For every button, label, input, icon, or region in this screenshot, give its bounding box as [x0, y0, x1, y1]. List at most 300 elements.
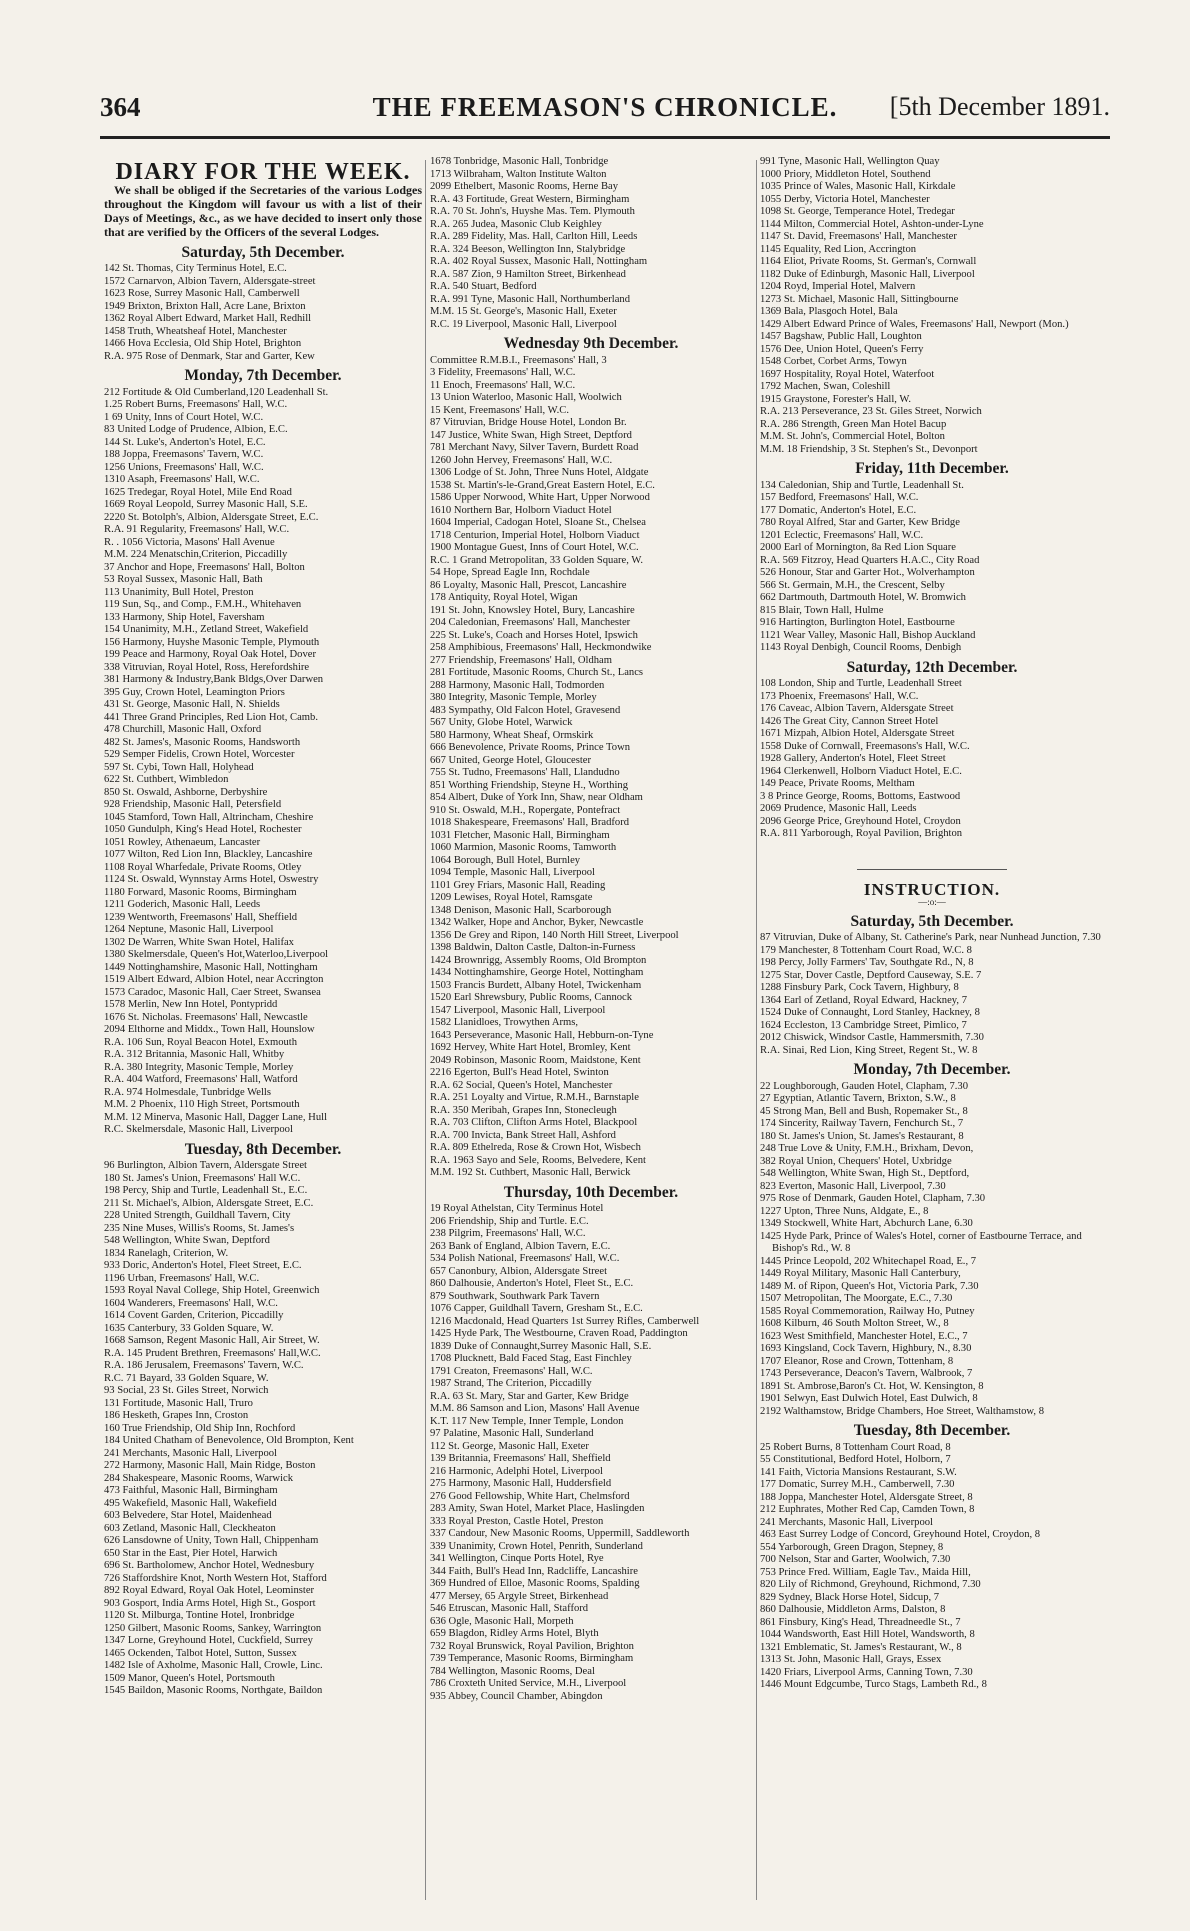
lodge-entry: 131 Fortitude, Masonic Hall, Truro [104, 1397, 253, 1409]
lodge-entry: 1792 Machen, Swan, Coleshill [760, 381, 891, 392]
lodge-entry: 108 London, Ship and Turtle, Leadenhall Street [760, 678, 962, 689]
lodge-entry: 1369 Bala, Plasgoch Hotel, Bala [760, 306, 898, 317]
lodge-entry: 1547 Liverpool, Masonic Hall, Liverpool [430, 1004, 606, 1016]
publication-title: THE FREEMASON'S CHRONICLE. [372, 92, 838, 122]
lodge-entry: K.T. 117 New Temple, Inner Temple, London [430, 1415, 624, 1427]
lodge-entry: 199 Peace and Harmony, Royal Oak Hotel, Dover [104, 649, 317, 660]
lodge-entry: 1256 Unions, Freemasons' Hall, W.C. [104, 461, 264, 473]
lodge-entry: 580 Harmony, Wheat Sheaf, Ormskirk [430, 729, 594, 741]
lodge-entry: 1098 St. George, Temperance Hotel, Tredegar [760, 206, 955, 217]
column-1-body [104, 243, 422, 1698]
lodge-entry: 198 Percy, Jolly Farmers' Tav, Southgate Rd., N, 8 [760, 957, 974, 968]
lodge-entry: 1572 Carnarvon, Albion Tavern, Aldersgate-street [104, 275, 316, 287]
lodge-entry: 1900 Montague Guest, Inns of Court Hotel, W.C. [430, 542, 639, 553]
lodge-entry: 823 Everton, Masonic Hall, Liverpool, 7.30 [760, 1180, 946, 1192]
lodge-entry: 526 Honour, Star and Garter Hot., Wolverhampton [760, 567, 975, 578]
lodge-entry: 1044 Wandsworth, East Hill Hotel, Wandsworth, 8 [760, 1629, 975, 1640]
lodge-entry: 495 Wakefield, Masonic Hall, Wakefield [104, 1497, 277, 1509]
lodge-entry: 1264 Neptune, Masonic Hall, Liverpool [104, 924, 274, 935]
lodge-entry: 176 Caveac, Albion Tavern, Aldersgate Street [760, 703, 954, 714]
lodge-entry: 133 Harmony, Ship Hotel, Faversham [104, 611, 265, 623]
lodge-entry: 216 Harmonic, Adelphi Hotel, Liverpool [430, 1465, 603, 1477]
lodge-entry: 1180 Forward, Masonic Rooms, Birmingham [104, 886, 297, 898]
lodge-entry: 119 Sun, Sq., and Comp., F.M.H., Whitehaven [104, 599, 302, 610]
lodge-entry: 238 Pilgrim, Freemasons' Hall, W.C. [430, 1228, 586, 1239]
lodge-entry: 1313 St. John, Masonic Hall, Grays, Essex [760, 1654, 942, 1665]
lodge-entry: 780 Royal Alfred, Star and Garter, Kew Bridge [760, 517, 960, 528]
lodge-entry: 1693 Kingsland, Cock Tavern, Highbury, N., 8.30 [760, 1343, 972, 1354]
lodge-entry: 1209 Lewises, Royal Hotel, Ramsgate [430, 892, 593, 903]
lodge-entry: 1458 Truth, Wheatsheaf Hotel, Manchester [104, 325, 287, 337]
lodge-entry: 1120 St. Milburga, Tontine Hotel, Ironbridge [104, 1610, 295, 1621]
lodge-entry: 395 Guy, Crown Hotel, Leamington Priors [104, 686, 285, 698]
lodge-entry: 860 Dalhousie, Anderton's Hotel, Fleet St., E.C. [430, 1278, 634, 1289]
lodge-entry: 1668 Samson, Regent Masonic Hall, Air Street, W. [104, 1335, 320, 1346]
lodge-entry: 1446 Mount Edgcumbe, Turco Stags, Lambeth Rd., 8 [760, 1679, 987, 1690]
lodge-entry: 1573 Caradoc, Masonic Hall, Caer Street, Swansea [104, 986, 321, 998]
page-number: 364 [100, 92, 141, 122]
lodge-entry: 144 St. Luke's, Anderton's Hotel, E.C. [104, 436, 266, 448]
lodge-entry: 1164 Eliot, Private Rooms, St. German's, Cornwall [760, 256, 977, 267]
lodge-entry: 54 Hope, Spread Eagle Inn, Rochdale [430, 567, 590, 578]
lodge-entry: 369 Hundred of Elloe, Masonic Rooms, Spalding [430, 1578, 640, 1589]
lodge-entry: 1076 Capper, Guildhall Tavern, Gresham St., E.C. [430, 1303, 643, 1314]
lodge-entry: R.C. Skelmersdale, Masonic Hall, Liverpool [104, 1124, 293, 1135]
lodge-entry: 1713 Wilbraham, Walton Institute Walton [430, 168, 607, 180]
lodge-entry: 1623 Rose, Surrey Masonic Hall, Camberwell [104, 288, 300, 299]
day-heading: Saturday, 12th December. [846, 658, 1018, 676]
lodge-entry: 1509 Manor, Queen's Hotel, Portsmouth [104, 1672, 275, 1684]
lodge-entry: 1915 Graystone, Forester's Hall, W. [760, 393, 912, 405]
lodge-entry: 829 Sydney, Black Horse Hotel, Sidcup, 7 [760, 1591, 940, 1603]
lodge-entry: R.A. 286 Strength, Green Man Hotel Bacup [760, 418, 947, 430]
lodge-entry: 83 United Lodge of Prudence, Albion, E.C. [104, 424, 288, 435]
lodge-entry: 696 St. Bartholomew, Anchor Hotel, Wednesbury [104, 1560, 315, 1571]
lodge-entry: 87 Vitruvian, Bridge House Hotel, London Br. [430, 417, 627, 428]
lodge-entry: 1420 Friars, Liverpool Arms, Canning Town, 7.30 [760, 1666, 973, 1678]
column-3-body [760, 156, 1104, 841]
lodge-entry: 567 Unity, Globe Hotel, Warwick [430, 717, 573, 728]
lodge-entry: 178 Antiquity, Royal Hotel, Wigan [430, 592, 578, 603]
lodge-entry: 1624 Eccleston, 13 Cambridge Street, Pimlico, 7 [760, 1019, 967, 1031]
lodge-entry: 235 Nine Muses, Willis's Rooms, St. James's [104, 1222, 295, 1234]
lodge-entry: 1045 Stamford, Town Hall, Altrincham, Cheshire [104, 811, 314, 823]
lodge-entry: 1635 Canterbury, 33 Golden Square, W. [104, 1322, 274, 1334]
day-heading: Saturday, 5th December. [850, 912, 1014, 930]
lodge-entry: 739 Temperance, Masonic Rooms, Birmingham [430, 1653, 634, 1664]
lodge-entry: 566 St. Germain, M.H., the Crescent, Selby [760, 579, 945, 591]
lodge-entry: 1582 Llanidloes, Trowythen Arms, [430, 1017, 579, 1028]
lodge-entry: 463 East Surrey Lodge of Concord, Greyhound Hotel, Croydon, 8 [760, 1529, 1041, 1540]
lodge-entry: R.A. 312 Britannia, Masonic Hall, Whitby [104, 1049, 285, 1060]
lodge-entry: 636 Ogle, Masonic Hall, Morpeth [430, 1615, 574, 1627]
lodge-entry: 478 Churchill, Masonic Hall, Oxford [104, 724, 262, 735]
lodge-entry: 1144 Milton, Commercial Hotel, Ashton-under-Lyne [760, 218, 984, 230]
lodge-entry: 667 United, George Hotel, Gloucester [430, 754, 592, 766]
lodge-entry: 1051 Rowley, Athenaeum, Lancaster [104, 836, 261, 848]
lodge-entry: 2049 Robinson, Masonic Room, Maidstone, Kent [430, 1054, 641, 1066]
lodge-entry: 1743 Perseverance, Deacon's Tavern, Walbrook, 7 [760, 1368, 973, 1379]
lodge-entry: 141 Faith, Victoria Mansions Restaurant, S.W. [760, 1466, 957, 1478]
lodge-entry: 1425 Hyde Park, Prince of Wales's Hotel, corner of Eastbourne Terrace, and Bishop's Rd., W. 8 [760, 1230, 1082, 1254]
lodge-entry: 1928 Gallery, Anderton's Hotel, Fleet Street [760, 753, 946, 764]
lodge-entry: R.A. Sinai, Red Lion, King Street, Regent St., W. 8 [760, 1044, 978, 1056]
lodge-entry: 177 Domatic, Surrey M.H., Camberwell, 7.30 [760, 1479, 955, 1490]
lodge-entry: Committee R.M.B.I., Freemasons' Hall, 3 [430, 354, 607, 366]
lodge-entry: 1949 Brixton, Brixton Hall, Acre Lane, Brixton [104, 300, 306, 312]
lodge-entry: 1145 Equality, Red Lion, Accrington [760, 243, 917, 255]
lodge-entry: 786 Croxteth United Service, M.H., Liverpool [430, 1678, 627, 1689]
lodge-entry: 380 Integrity, Masonic Temple, Morley [430, 692, 597, 703]
lodge-entry: 1380 Skelmersdale, Queen's Hot,Waterloo,Liverpool [104, 949, 329, 960]
lodge-entry: 534 Polish National, Freemasons' Hall, W.C. [430, 1253, 620, 1264]
lodge-entry: 1671 Mizpah, Albion Hotel, Aldersgate Street [760, 728, 955, 739]
lodge-entry: 113 Unanimity, Bull Hotel, Preston [104, 586, 254, 598]
lodge-entry: 1576 Dee, Union Hotel, Queen's Ferry [760, 343, 924, 355]
lodge-entry: R.A. 402 Royal Sussex, Masonic Hall, Nottingham [430, 256, 648, 267]
lodge-entry: 2094 Elthorne and Middx., Town Hall, Hounslow [104, 1024, 315, 1035]
lodge-entry: 27 Egyptian, Atlantic Tavern, Brixton, S.W., 8 [760, 1093, 956, 1104]
day-heading: Tuesday, 8th December. [184, 1140, 342, 1158]
lodge-entry: 1.25 Robert Burns, Freemasons' Hall, W.C. [104, 399, 288, 410]
lodge-entry: 198 Percy, Ship and Turtle, Leadenhall St., E.C. [104, 1185, 308, 1196]
lodge-entry: 1449 Royal Military, Masonic Hall Canterbury, [760, 1268, 961, 1279]
lodge-entry: M.M. 224 Menatschin,Criterion, Piccadilly [104, 549, 288, 560]
lodge-entry: 1891 St. Ambrose,Baron's Ct. Hot, W. Kensington, 8 [760, 1380, 984, 1392]
lodge-entry: 1520 Earl Shrewsbury, Public Rooms, Cannock [430, 992, 633, 1003]
lodge-entry: 753 Prince Fred. William, Eagle Tav., Maida Hill, [760, 1566, 971, 1578]
lodge-entry: 1342 Walker, Hope and Anchor, Byker, Newcastle [430, 917, 644, 928]
lodge-entry: 1310 Asaph, Freemasons' Hall, W.C. [104, 474, 260, 485]
lodge-entry: 228 United Strength, Guildhall Tavern, City [104, 1210, 291, 1221]
lodge-entry: R.A. 324 Beeson, Wellington Inn, Stalybridge [430, 243, 626, 255]
issue-date: [5th December 1891. [889, 92, 1110, 121]
lodge-entry: 341 Wellington, Cinque Ports Hotel, Rye [430, 1553, 604, 1564]
lodge-entry: 1901 Selwyn, East Dulwich Hotel, East Dulwich, 8 [760, 1393, 978, 1404]
lodge-entry: 55 Constitutional, Bedford Hotel, Holborn, 7 [760, 1454, 951, 1465]
lodge-entry: 45 Strong Man, Bell and Bush, Ropemaker St., 8 [760, 1105, 968, 1117]
lodge-entry: 186 Hesketh, Grapes Inn, Croston [104, 1410, 249, 1421]
lodge-entry: 1362 Royal Albert Edward, Market Hall, Redhill [104, 313, 312, 324]
lodge-entry: 815 Blair, Town Hall, Hulme [760, 604, 884, 616]
lodge-entry: 1124 St. Oswald, Wynnstay Arms Hotel, Oswestry [104, 874, 319, 885]
lodge-entry: 1050 Gundulph, King's Head Hotel, Rochester [104, 824, 302, 835]
lodge-entry: 188 Joppa, Manchester Hotel, Aldersgate Street, 8 [760, 1491, 973, 1503]
lodge-entry: 1692 Hervey, White Hart Hotel, Bromley, Kent [430, 1042, 631, 1053]
diary-intro: We shall be obliged if the Secretaries of the various Lodges throughout the Kingdom will favour us with a list of their Days of Meetings, &c., as we have decided to insert only those that are verified by the Officers of the several Lodges. [104, 182, 422, 239]
lodge-entry: 1273 St. Michael, Masonic Hall, Sittingbourne [760, 293, 959, 305]
lodge-entry: 1538 St. Martin's-le-Grand,Great Eastern Hotel, E.C. [430, 479, 655, 491]
lodge-entry: M.M. 12 Minerva, Masonic Hall, Dagger Lane, Hull [104, 1111, 328, 1123]
lodge-entry: 1593 Royal Naval College, Ship Hotel, Greenwich [104, 1285, 320, 1296]
column-2-body [430, 156, 752, 1703]
lodge-entry: 1585 Royal Commemoration, Railway Ho, Putney [760, 1305, 975, 1317]
lodge-entry: 211 St. Michael's, Albion, Aldersgate Street, E.C. [104, 1197, 314, 1209]
lodge-entry: 1204 Royd, Imperial Hotel, Malvern [760, 281, 916, 292]
lodge-entry: 2000 Earl of Mornington, 8a Red Lion Square [760, 542, 956, 553]
diary-title: DIARY FOR THE WEEK. [115, 159, 411, 185]
lodge-entry: 1449 Nottinghamshire, Masonic Hall, Nottingham [104, 961, 318, 973]
lodge-entry: 1288 Finsbury Park, Cock Tavern, Highbury, 8 [760, 982, 959, 993]
lodge-entry: 1604 Wanderers, Freemasons' Hall, W.C. [104, 1297, 278, 1309]
lodge-entry: 212 Euphrates, Mother Red Cap, Camden Town, 8 [760, 1504, 975, 1515]
lodge-entry: 546 Etruscan, Masonic Hall, Stafford [430, 1603, 589, 1614]
lodge-entry: 1364 Earl of Zetland, Royal Edward, Hackney, 7 [760, 994, 968, 1006]
lodge-entry: 1545 Baildon, Masonic Rooms, Northgate, Baildon [104, 1685, 323, 1696]
lodge-entry: R.A. 380 Integrity, Masonic Temple, Morley [104, 1061, 294, 1073]
lodge-entry: 154 Unanimity, M.H., Zetland Street, Wakefield [104, 624, 309, 635]
lodge-entry: 1465 Ockenden, Talbot Hotel, Sutton, Sussex [104, 1647, 297, 1659]
lodge-entry: 1839 Duke of Connaught,Surrey Masonic Hall, S.E. [430, 1340, 652, 1352]
lodge-entry: 2096 George Price, Greyhound Hotel, Croydon [760, 815, 961, 827]
lodge-entry: R.A. 975 Rose of Denmark, Star and Garter, Kew [104, 350, 315, 362]
lodge-entry: 15 Kent, Freemasons' Hall, W.C. [430, 404, 570, 416]
lodge-entry: 284 Shakespeare, Masonic Rooms, Warwick [104, 1472, 294, 1484]
lodge-entry: 1094 Temple, Masonic Hall, Liverpool [430, 867, 595, 878]
column-1 [104, 156, 422, 1698]
lodge-entry: 1356 De Grey and Ripon, 140 North Hill Street, Liverpool [430, 929, 679, 941]
lodge-entry: 337 Candour, New Masonic Rooms, Uppermill, Saddleworth [430, 1528, 690, 1539]
lodge-entry: 1060 Marmion, Masonic Rooms, Tamworth [430, 842, 617, 853]
lodge-entry: R.A. 540 Stuart, Bedford [430, 281, 537, 292]
lodge-entry: 482 St. James's, Masonic Rooms, Handsworth [104, 736, 301, 748]
lodge-entry: 2012 Chiswick, Windsor Castle, Hammersmith, 7.30 [760, 1032, 984, 1043]
lodge-entry: R.A. 265 Judea, Masonic Club Keighley [430, 218, 602, 230]
lodge-entry: 19 Royal Athelstan, City Terminus Hotel [430, 1203, 604, 1214]
column-2 [430, 156, 752, 1703]
lodge-entry: 241 Merchants, Masonic Hall, Liverpool [104, 1447, 277, 1459]
lodge-entry: 1101 Grey Friars, Masonic Hall, Reading [430, 879, 606, 891]
lodge-entry: M.M. 15 St. George's, Masonic Hall, Exeter [430, 306, 617, 317]
lodge-entry: 87 Vitruvian, Duke of Albany, St. Catherine's Park, near Nunhead Junction, 7.30 [760, 932, 1101, 943]
lodge-entry: 1211 Goderich, Masonic Hall, Leeds [104, 899, 261, 910]
lodge-entry: 1489 M. of Ripon, Queen's Hot, Victoria Park, 7.30 [760, 1280, 979, 1292]
lodge-entry: 225 St. Luke's, Coach and Horses Hotel, Ipswich [430, 629, 638, 641]
day-heading: Wednesday 9th December. [503, 335, 679, 352]
lodge-entry: 820 Lily of Richmond, Greyhound, Richmond, 7.30 [760, 1579, 981, 1590]
lodge-entry: 1610 Northern Bar, Holborn Viaduct Hotel [430, 504, 612, 516]
lodge-entry: 1503 Francis Burdett, Albany Hotel, Twickenham [430, 979, 642, 991]
lodge-entry: 1018 Shakespeare, Freemasons' Hall, Bradford [430, 817, 630, 828]
lodge-entry: R.A. 145 Prudent Brethren, Freemasons' Hall,W.C. [104, 1347, 321, 1359]
lodge-entry: 86 Loyalty, Masonic Hall, Prescot, Lancashire [430, 579, 627, 591]
lodge-entry: 1519 Albert Edward, Albion Hotel, near Accrington [104, 974, 324, 985]
lodge-entry: R.A. 587 Zion, 9 Hamilton Street, Birkenhead [430, 268, 626, 280]
lodge-entry: M.M. 18 Friendship, 3 St. Stephen's St., Devonport [760, 443, 978, 455]
lodge-entry: 477 Mersey, 65 Argyle Street, Birkenhead [430, 1590, 609, 1602]
lodge-entry: 263 Bank of England, Albion Tavern, E.C. [430, 1240, 611, 1252]
lodge-entry: 850 St. Oswald, Ashborne, Derbyshire [104, 786, 268, 798]
lodge-entry: 277 Friendship, Freemasons' Hall, Oldham [430, 654, 612, 666]
lodge-entry: 2099 Ethelbert, Masonic Rooms, Herne Bay [430, 181, 619, 192]
instruction-title: INSTRUCTION. [863, 879, 1001, 899]
lodge-entry: 1077 Wilton, Red Lion Inn, Blackley, Lancashire [104, 849, 313, 860]
lodge-entry: 333 Royal Preston, Castle Hotel, Preston [430, 1515, 604, 1527]
lodge-entry: R.A. 106 Sun, Royal Beacon Hotel, Exmouth [104, 1036, 298, 1048]
lodge-entry: 1000 Priory, Middleton Hotel, Southend [760, 168, 931, 180]
lodge-entry: 1147 St. David, Freemasons' Hall, Manchester [760, 231, 957, 242]
lodge-entry: 1426 The Great City, Cannon Street Hotel [760, 715, 939, 727]
lodge-entry: 1678 Tonbridge, Masonic Hall, Tonbridge [430, 156, 609, 167]
lodge-entry: 212 Fortitude & Old Cumberland,120 Leadenhall St. [104, 386, 329, 398]
lodge-entry: R.C. 71 Bayard, 33 Golden Square, W. [104, 1372, 269, 1384]
lodge-entry: 975 Rose of Denmark, Gauden Hotel, Clapham, 7.30 [760, 1193, 986, 1204]
lodge-entry: 2192 Walthamstow, Bridge Chambers, Hoe Street, Walthamstow, 8 [760, 1405, 1044, 1417]
lodge-entry: 603 Zetland, Masonic Hall, Cleckheaton [104, 1522, 276, 1534]
lodge-entry: 483 Sympathy, Old Falcon Hotel, Gravesend [430, 704, 621, 716]
lodge-entry: R.A. 251 Loyalty and Virtue, R.M.H., Barnstaple [430, 1092, 639, 1103]
lodge-entry: 381 Harmony & Industry,Bank Bldgs,Over Darwen [104, 674, 324, 685]
lodge-entry: 662 Dartmouth, Dartmouth Hotel, W. Bromwich [760, 592, 966, 603]
section-rule [857, 869, 1007, 870]
lodge-entry: 3 8 Prince George, Rooms, Bottoms, Eastwood [760, 790, 961, 802]
lodge-entry: 666 Benevolence, Private Rooms, Prince Town [430, 742, 631, 753]
lodge-entry: 1239 Wentworth, Freemasons' Hall, Sheffield [104, 911, 298, 923]
lodge-entry: 1482 Isle of Axholme, Masonic Hall, Crowle, Linc. [104, 1660, 323, 1671]
lodge-entry: 139 Britannia, Freemasons' Hall, Sheffield [430, 1453, 611, 1464]
lodge-entry: R.A. 350 Meribah, Grapes Inn, Stonecleugh [430, 1104, 617, 1116]
lodge-entry: 13 Union Waterloo, Masonic Hall, Woolwich [430, 392, 622, 403]
lodge-entry: 1424 Brownrigg, Assembly Rooms, Old Brompton [430, 954, 647, 966]
lodge-entry: 204 Caledonian, Freemasons' Hall, Manchester [430, 617, 631, 628]
lodge-entry: 179 Manchester, 8 Tottenham Court Road, W.C. 8 [760, 944, 972, 956]
lodge-entry: R.A. 91 Regularity, Freemasons' Hall, W.C. [104, 524, 290, 535]
lodge-entry: 147 Justice, White Swan, High Street, Deptford [430, 429, 632, 441]
lodge-entry: R.A. 700 Invicta, Bank Street Hall, Ashford [430, 1129, 616, 1141]
lodge-entry: 1260 John Hervey, Freemasons' Hall, W.C. [430, 454, 613, 466]
lodge-entry: 1791 Creaton, Freemasons' Hall, W.C. [430, 1365, 593, 1377]
lodge-entry: 1964 Clerkenwell, Holborn Viaduct Hotel, E.C. [760, 765, 962, 777]
lodge-entry: 180 St. James's Union, St. James's Restaurant, 8 [760, 1130, 964, 1142]
lodge-entry: 1182 Duke of Edinburgh, Masonic Hall, Liverpool [760, 268, 975, 280]
lodge-entry: 188 Joppa, Freemasons' Tavern, W.C. [104, 449, 264, 460]
lodge-entry: 529 Semper Fidelis, Crown Hotel, Worcester [104, 749, 295, 760]
day-heading: Monday, 7th December. [853, 1061, 1011, 1078]
lodge-entry: 1987 Strand, The Criterion, Piccadilly [430, 1378, 592, 1389]
lodge-entry: R.A. 186 Jerusalem, Freemasons' Tavern, W.C. [104, 1360, 304, 1371]
lodge-entry: R.A. 404 Watford, Freemasons' Hall, Watford [104, 1074, 298, 1085]
lodge-entry: 1608 Kilburn, 46 South Molton Street, W., 8 [760, 1318, 949, 1329]
lodge-entry: 861 Finsbury, King's Head, Threadneedle St., 7 [760, 1616, 961, 1628]
lodge-entry: 11 Enoch, Freemasons' Hall, W.C. [430, 379, 576, 391]
lodge-entry: 1227 Upton, Three Nuns, Aldgate, E., 8 [760, 1205, 929, 1217]
lodge-entry: 755 St. Tudno, Freemasons' Hall, Llandudno [430, 767, 620, 778]
lodge-entry: 700 Nelson, Star and Garter, Woolwich, 7.30 [760, 1554, 951, 1565]
lodge-entry: 650 Star in the East, Pier Hotel, Harwich [104, 1547, 278, 1559]
column-divider [756, 160, 757, 1900]
lodge-entry: 1429 Albert Edward Prince of Wales, Freemasons' Hall, Newport (Mon.) [760, 318, 1069, 330]
lodge-entry: 935 Abbey, Council Chamber, Abingdon [430, 1690, 603, 1702]
lodge-entry: 1108 Royal Wharfedale, Private Rooms, Otley [104, 861, 302, 873]
lodge-entry: R.A. 213 Perseverance, 23 St. Giles Street, Norwich [760, 406, 982, 417]
lodge-entry: R.A. 809 Ethelreda, Rose & Crown Hot, Wisbech [430, 1142, 641, 1153]
lodge-entry: 112 St. George, Masonic Hall, Exeter [430, 1440, 589, 1452]
lodge-entry: 473 Faithful, Masonic Hall, Birmingham [104, 1485, 278, 1496]
lodge-entry: 1 69 Unity, Inns of Court Hotel, W.C. [104, 411, 264, 423]
lodge-entry: 1347 Lorne, Greyhound Hotel, Cuckfield, Surrey [104, 1635, 313, 1646]
lodge-entry: 1425 Hyde Park, The Westbourne, Craven Road, Paddington [430, 1328, 688, 1339]
lodge-entry: 1625 Tredegar, Royal Hotel, Mile End Road [104, 486, 292, 498]
lodge-entry: 1604 Imperial, Cadogan Hotel, Sloane St., Chelsea [430, 517, 646, 528]
lodge-entry: M.M. 192 St. Cuthbert, Masonic Hall, Berwick [430, 1167, 631, 1178]
lodge-entry: R.A. 70 St. John's, Huyshe Mas. Tem. Plymouth [430, 206, 635, 217]
lodge-entry: 272 Harmony, Masonic Hall, Main Ridge, Boston [104, 1460, 316, 1471]
lodge-entry: 1457 Bagshaw, Public Hall, Loughton [760, 331, 922, 342]
lodge-entry: 339 Unanimity, Crown Hotel, Penrith, Sunderland [430, 1540, 643, 1552]
lodge-entry: 1586 Upper Norwood, White Hart, Upper Norwood [430, 492, 650, 503]
lodge-entry: 1669 Royal Leopold, Surrey Masonic Hall, S.E. [104, 499, 308, 510]
lodge-entry: 1676 St. Nicholas. Freemasons' Hall, Newcastle [104, 1011, 308, 1023]
lodge-entry: 626 Lansdowne of Unity, Town Hall, Chippenham [104, 1535, 319, 1546]
lodge-entry: 554 Yarborough, Green Dragon, Stepney, 8 [760, 1541, 944, 1553]
lodge-entry: 1398 Baldwin, Dalton Castle, Dalton-in-Furness [430, 942, 636, 953]
lodge-entry: 338 Vitruvian, Royal Hotel, Ross, Herefordshire [104, 661, 310, 673]
lodge-entry: 784 Wellington, Masonic Rooms, Deal [430, 1665, 595, 1677]
lodge-entry: 1718 Centurion, Imperial Hotel, Holborn Viaduct [430, 529, 640, 541]
lodge-entry: 22 Loughborough, Gauden Hotel, Clapham, 7.30 [760, 1080, 969, 1092]
lodge-entry: 1548 Corbet, Corbet Arms, Towyn [760, 356, 907, 367]
lodge-entry: 281 Fortitude, Masonic Rooms, Church St., Lancs [430, 667, 644, 678]
lodge-entry: 173 Phoenix, Freemasons' Hall, W.C. [760, 690, 919, 702]
lodge-entry: 1348 Denison, Masonic Hall, Scarborough [430, 904, 612, 916]
lodge-entry: 241 Merchants, Masonic Hall, Liverpool [760, 1516, 933, 1528]
lodge-entry: 1434 Nottinghamshire, George Hotel, Nottingham [430, 967, 644, 978]
lodge-entry: R.A. 43 Fortitude, Great Western, Birmingham [430, 193, 630, 205]
lodge-entry: 1031 Fletcher, Masonic Hall, Birmingham [430, 829, 610, 841]
lodge-entry: 1349 Stockwell, White Hart, Abchurch Lane, 6.30 [760, 1218, 973, 1229]
lodge-entry: 156 Harmony, Huyshe Masonic Temple, Plymouth [104, 636, 320, 648]
lodge-entry: 781 Merchant Navy, Silver Tavern, Burdett Road [430, 442, 639, 453]
lodge-entry: 142 St. Thomas, City Terminus Hotel, E.C. [104, 263, 287, 274]
lodge-entry: 548 Wellington, White Swan, High St., Deptford, [760, 1168, 970, 1179]
lodge-entry: 1708 Plucknett, Bald Faced Stag, East Finchley [430, 1353, 632, 1364]
lodge-entry: 659 Blagdon, Ridley Arms Hotel, Blyth [430, 1628, 599, 1639]
lodge-entry: 1834 Ranelagh, Criterion, W. [104, 1247, 229, 1259]
lodge-entry: 149 Peace, Private Rooms, Meltham [760, 778, 915, 789]
lodge-entry: 1558 Duke of Cornwall, Freemasons's Hall, W.C. [760, 740, 970, 752]
lodge-entry: 2069 Prudence, Masonic Hall, Leeds [760, 803, 917, 814]
lodge-entry: 184 United Chatham of Benevolence, Old Brompton, Kent [104, 1435, 354, 1446]
day-heading: Saturday, 5th December. [181, 243, 345, 261]
lodge-entry: 1121 Wear Valley, Masonic Hall, Bishop Auckland [760, 629, 976, 641]
lodge-entry: 622 St. Cuthbert, Wimbledon [104, 774, 229, 785]
lodge-entry: M.M. St. John's, Commercial Hotel, Bolton [760, 431, 945, 442]
lodge-entry: 1623 West Smithfield, Manchester Hotel, E.C., 7 [760, 1330, 968, 1342]
lodge-entry: 283 Amity, Swan Hotel, Market Place, Haslingden [430, 1503, 645, 1514]
lodge-entry: 1643 Perseverance, Masonic Hall, Hebburn-on-Tyne [430, 1029, 654, 1041]
lodge-entry: M.M. 2 Phoenix, 110 High Street, Portsmouth [104, 1099, 300, 1110]
lodge-entry: 892 Royal Edward, Royal Oak Hotel, Leominster [104, 1585, 315, 1596]
lodge-entry: 1507 Metropolitan, The Moorgate, E.C., 7.30 [760, 1293, 953, 1304]
lodge-entry: 1321 Emblematic, St. James's Restaurant, W., 8 [760, 1641, 962, 1653]
lodge-entry: 37 Anchor and Hope, Freemasons' Hall, Bolton [104, 561, 305, 573]
lodge-entry: 1055 Derby, Victoria Hotel, Manchester [760, 193, 930, 205]
lodge-entry: 597 St. Cybi, Town Hall, Holyhead [104, 761, 254, 773]
lodge-entry: 1196 Urban, Freemasons' Hall, W.C. [104, 1272, 260, 1284]
day-heading: Tuesday, 8th December. [853, 1422, 1011, 1439]
lodge-entry: R.A. 569 Fitzroy, Head Quarters H.A.C., City Road [760, 554, 980, 566]
lodge-entry: 157 Bedford, Freemasons' Hall, W.C. [760, 492, 919, 503]
lodge-entry: M.M. 86 Samson and Lion, Masons' Hall Avenue [430, 1403, 640, 1414]
lodge-entry: 258 Amphibious, Freemasons' Hall, Heckmondwike [430, 642, 652, 653]
instruction-body [760, 912, 1104, 1692]
lodge-entry: R.A. 62 Social, Queen's Hotel, Manchester [430, 1079, 613, 1091]
lodge-entry: 276 Good Fellowship, White Hart, Chelmsford [430, 1490, 630, 1502]
lodge-entry: 275 Harmony, Masonic Hall, Huddersfield [430, 1478, 612, 1489]
lodge-entry: 1578 Merlin, New Inn Hotel, Pontypridd [104, 999, 278, 1010]
lodge-entry: R.A. 974 Holmesdale, Tunbridge Wells [104, 1086, 271, 1098]
lodge-entry: 206 Friendship, Ship and Turtle. E.C. [430, 1215, 589, 1227]
